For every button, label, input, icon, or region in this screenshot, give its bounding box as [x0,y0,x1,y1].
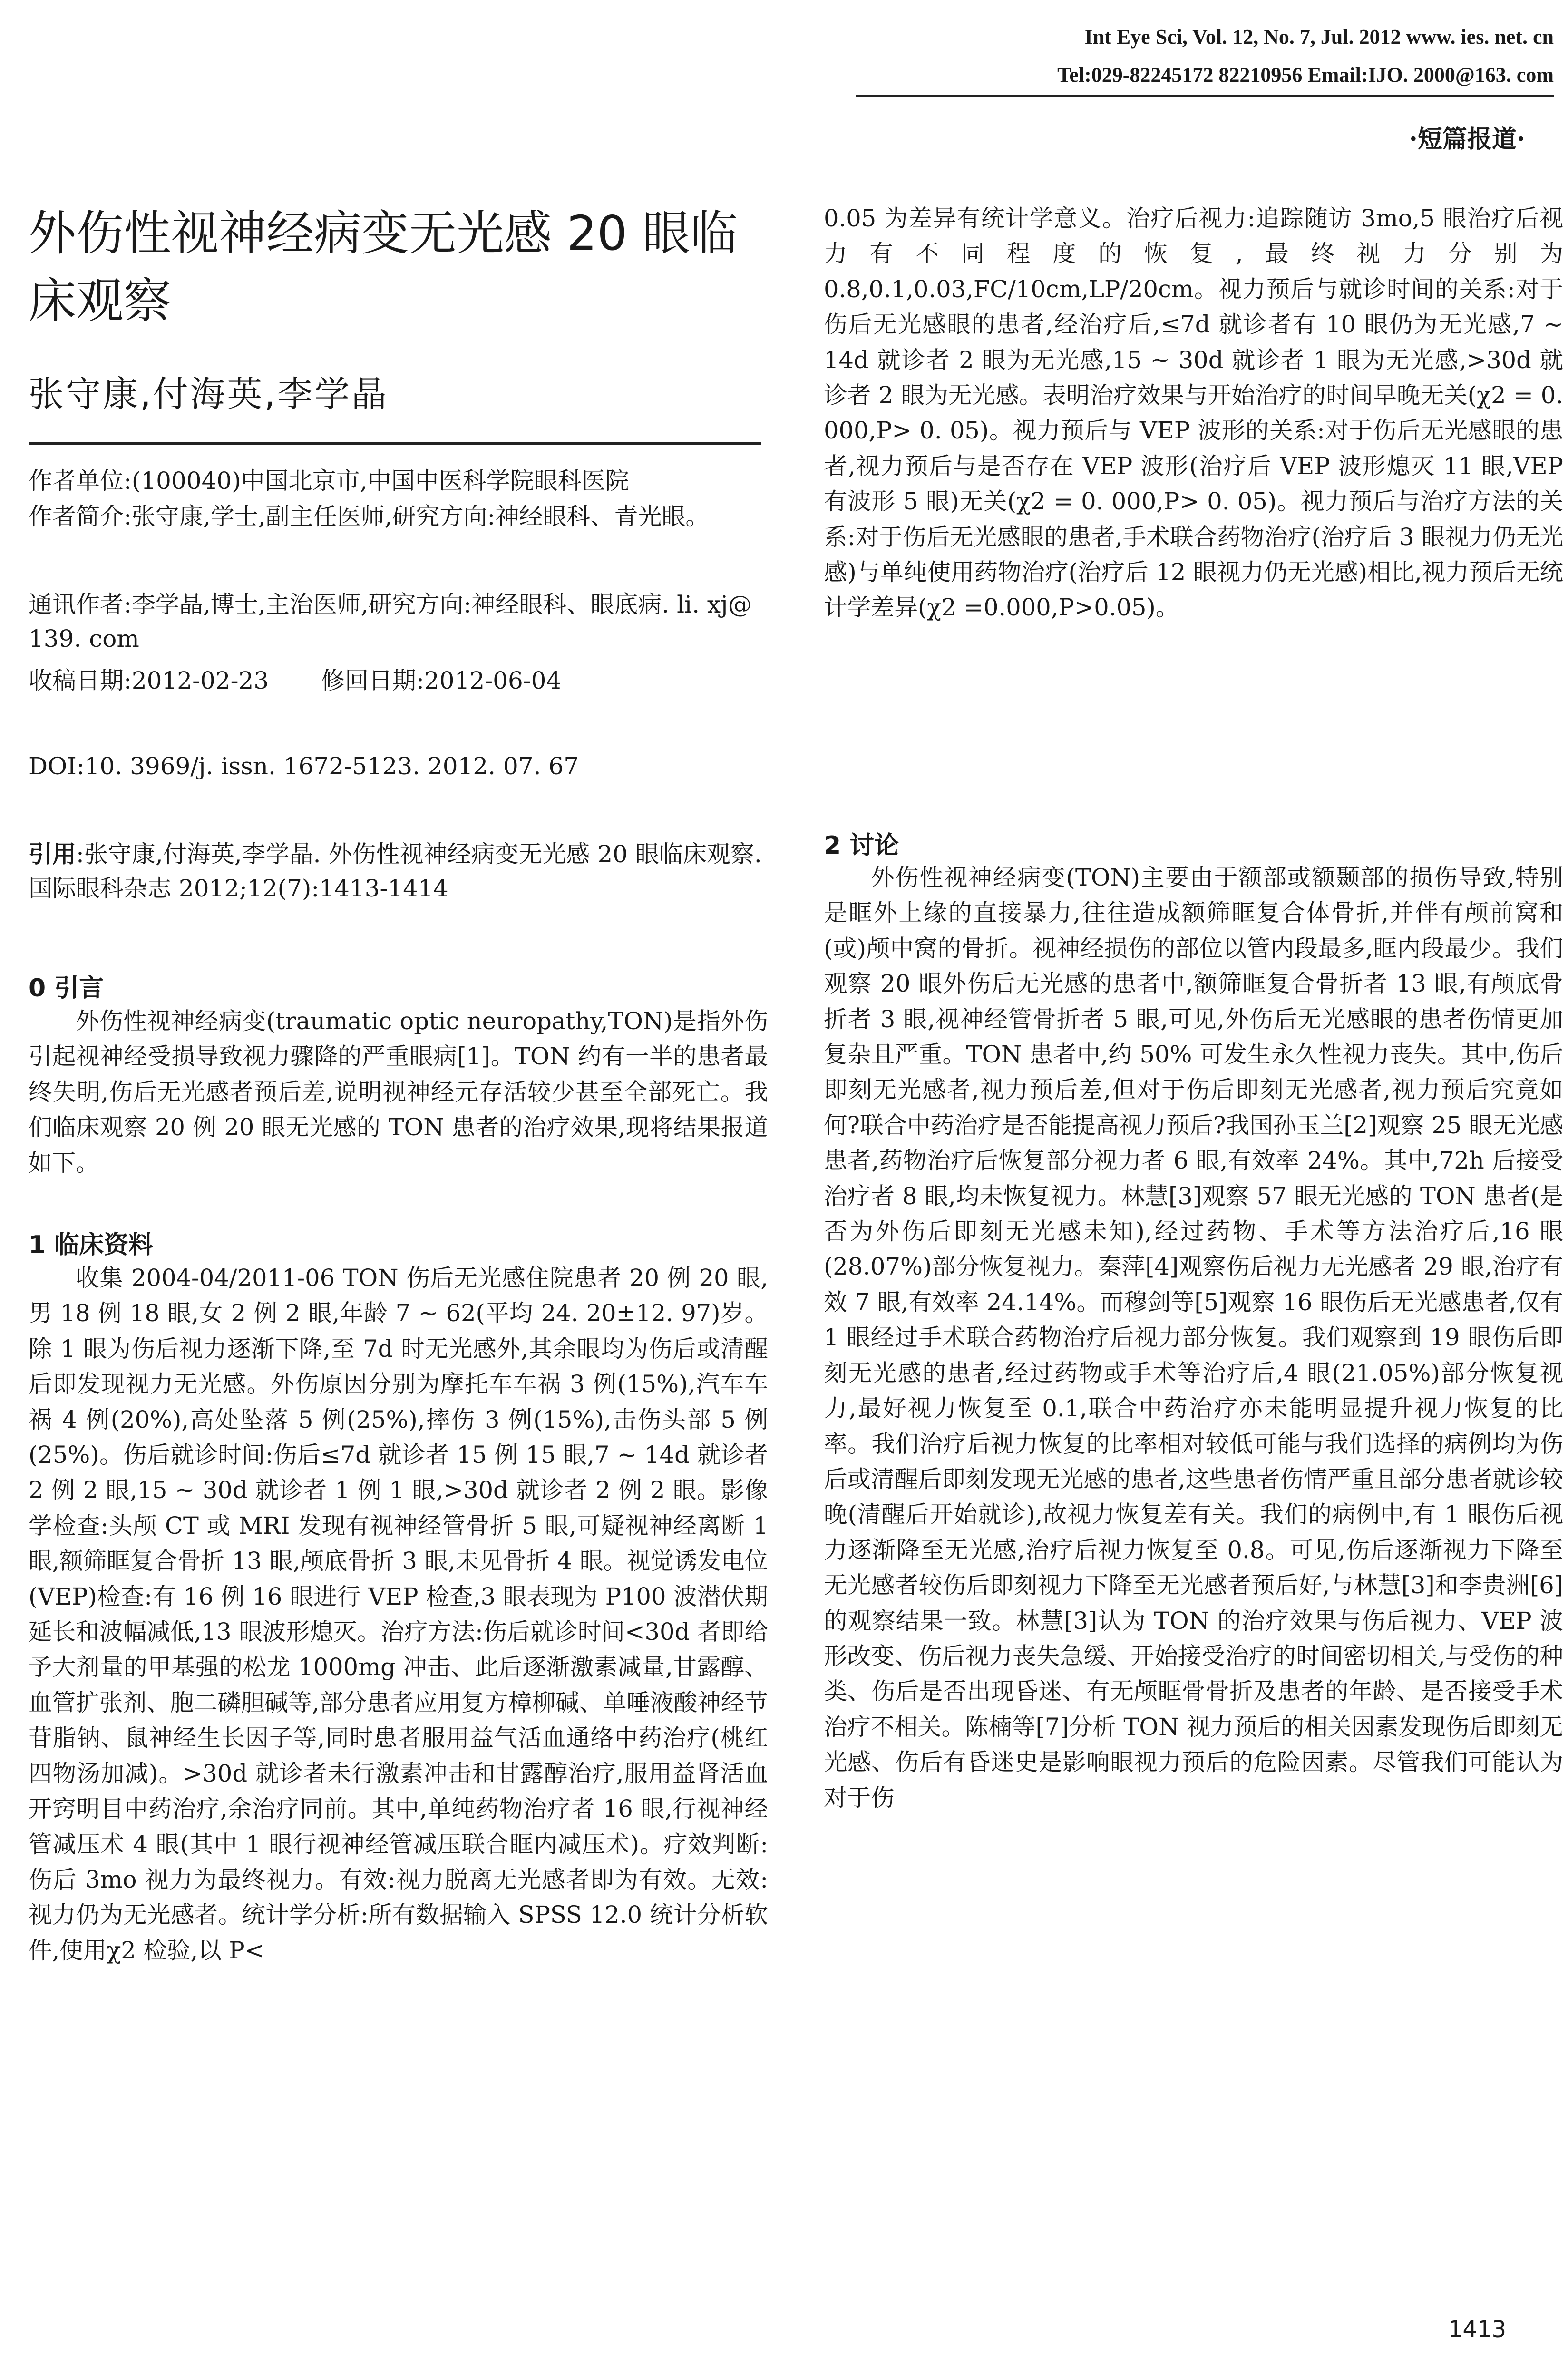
clinical-paragraph: 收集 2004-04/2011-06 TON 伤后无光感住院患者 20 例 20 眼,男 18 例 18 眼,女 2 例 2 眼,年龄 7 ~ 62(平均 24. 20±12. 97)岁。除 1 眼为伤后视力逐渐下降,至 7d 时无光感外,其余眼均为伤后或清醒后即发现视力无光感。外伤原因分别为摩托车车祸 3 例(15%),汽车车祸 4 例(20%),高处坠落 5 例(25%),摔伤 3 例(15%),击伤头部 5 例(25%)。伤后就诊时间:伤后≤7d 就诊者 15 例 15 眼,7 ~ 14d 就诊者 2 例 2 眼,15 ~ 30d 就诊者 1 例 1 眼,>30d 就诊者 2 例 2 眼。影像学检查:头颅 CT 或 MRI 发现有视神经管骨折 5 眼,可疑视神经离断 1 眼,额筛眶复合骨折 13 眼,颅底骨折 3 眼,未见骨折 4 眼。视觉诱发电位(VEP)检查:有 16 例 16 眼进行 VEP 检查,3 眼表现为 P100 波潜伏期延长和波幅减低,13 眼波形熄灭。治疗方法:伤后就诊时间<30d 者即给予大剂量的甲基强的松龙 1000mg 冲击、此后逐渐激素减量,甘露醇、血管扩张剂、胞二磷胆碱等,部分患者应用复方樟柳碱、单唾液酸神经节苷脂钠、鼠神经生长因子等,同时患者服用益气活血通络中药治疗(桃红四物汤加减)。>30d 就诊者未行激素冲击和甘露醇治疗,服用益肾活血开窍明目中药治疗,余治疗同前。其中,单纯药物治疗者 16 眼,行视神经管减压术 4 眼(其中 1 眼行视神经管减压联合眶内减压术)。疗效判断:伤后 3mo 视力为最终视力。有效:视力脱离无光感者即为有效。无效:视力仍为无光感者。统计学分析:所有数据输入 SPSS 12.0 统计分析软件,使用χ2 检验,以 P< [29,1264,768,1964]
journal-header: Int Eye Sci, Vol. 12, No. 7, Jul. 2012 www. ies. net. cn [1084,25,1554,49]
title-rule [29,442,761,445]
citation-label: 引用 [29,840,76,868]
dates [29,663,770,698]
correspondence: 通讯作者:李学晶,博士,主治医师,研究方向:神经眼科、眼底病. li. xj@ 139. com [29,591,752,653]
author-bio: 作者简介:张守康,学士,副主任医师,研究方向:神经眼科、青光眼。 [29,503,710,530]
citation [29,837,770,906]
revised-date: 修回日期:2012-06-04 [321,667,562,694]
discussion-paragraph: 外伤性视神经病变(TON)主要由于额部或额颞部的损伤导致,特别是眶外上缘的直接暴力,往往造成额筛眶复合体骨折,并伴有颅前窝和(或)颅中窝的骨折。视神经损伤的部位以管内段最多,眶内段最少。我们观察 20 眼外伤后无光感的患者中,额筛眶复合骨折者 13 眼,有颅底骨折者 3 眼,视神经管骨折者 5 眼,可见,外伤后无光感眼的患者伤情更加复杂且严重。TON 患者中,约 50% 可发生永久性视力丧失。其中,伤后即刻无光感者,视力预后差,但对于伤后即刻无光感者,视力预后究竟如何?联合中药治疗是否能提高视力预后?我国孙玉兰[2]观察 25 眼无光感患者,药物治疗后恢复部分视力者 6 眼,有效率 24%。其中,72h 后接受治疗者 8 眼,均未恢复视力。林慧[3]观察 57 眼无光感的 TON 患者(是否为外伤后即刻无光感未知),经过药物、手术等方法治疗后,16 眼(28.07%)部分恢复视力。秦萍[4]观察伤后视力无光感者 29 眼,治疗有效 7 眼,有效率 24.14%。而穆剑等[5]观察 16 眼伤后无光感患者,仅有 1 眼经过手术联合药物治疗后视力部分恢复。我们观察到 19 眼伤后即刻无光感的患者,经过药物或手术等治疗后,4 眼(21.05%)部分恢复视力,最好视力恢复至 0.1,联合中药治疗亦未能明显提升视力恢复的比率。我们治疗后视力恢复的比率相对较低可能与我们选择的病例均为伤后或清醒后即刻发现无光感的患者,这些患者伤情严重且部分患者就诊较晚(清醒后开始就诊),故视力恢复差有关。我们的病例中,有 1 眼伤后视力逐渐降至无光感,治疗后视力恢复至 0.8。可见,伤后逐渐视力下降至无光感者较伤后即刻视力下降至无光感者预后好,与林慧[3]和李贵洲[6]的观察结果一致。林慧[3]认为 TON 的治疗效果与伤后视力、VEP 波形改变、伤后视力丧失急缓、开始接受治疗的时间密切相关,与受伤的种类、伤后是否出现昏迷、有无颅眶骨骨折及患者的年龄、是否接受手术治疗不相关。陈楠等[7]分析 TON 视力预后的相关因素发现伤后即刻无光感、伤后有昏迷史是影响眼视力预后的危险因素。尽管我们可能认为对于伤 [824,864,1563,1812]
received-date: 收稿日期:2012-02-23 [29,667,269,694]
page-number: 1413 [1448,2316,1506,2343]
clinical-heading: 1 临床资料 [29,1231,154,1259]
article-title: 外伤性视神经病变无光感 20 眼临床观察 [29,205,738,329]
citation-text: :张守康,付海英,李学晶. 外伤性视神经病变无光感 20 眼临床观察. 国际眼科杂志 2012;12(7):1413-1414 [29,840,762,902]
intro-paragraph: 外伤性视神经病变(traumatic optic neuropathy,TON)是指外伤引起视神经受损导致视力骤降的严重眼病[1]。TON 约有一半的患者最终失明,伤后无光感者预后差,说明视神经元存活较少甚至全部死亡。我们临床观察 20 例 20 眼无光感的 TON 患者的治疗效果,现将结果报道如下。 [29,1007,768,1177]
article-authors: 张守康,付海英,李学晶 [29,374,389,415]
journal-contact: Tel:029-82245172 82210956 Email:IJO. 2000@163. com [1057,63,1554,87]
doi: DOI:10. 3969/j. issn. 1672-5123. 2012. 07. 67 [29,752,579,780]
header-rule [856,95,1554,97]
section-label: ·短篇报道· [1409,125,1525,154]
discussion-heading: 2 讨论 [824,831,899,860]
affiliation: 作者单位:(100040)中国北京市,中国中医科学院眼科医院 [29,467,629,495]
results-paragraph: 0.05 为差异有统计学意义。治疗后视力:追踪随访 3mo,5 眼治疗后视力有不同程度的恢复,最终视力分别为 0.8,0.1,0.03,FC/10cm,LP/20cm。视力预后与就诊时间的关系:对于伤后无光感眼的患者,经治疗后,≤7d 就诊者有 10 眼仍为无光感,7 ~ 14d 就诊者 2 眼为无光感,15 ~ 30d 就诊者 1 眼为无光感,>30d 就诊者 2 眼为无光感。表明治疗效果与开始治疗的时间早晚无关(χ2 = 0. 000,P> 0. 05)。视力预后与 VEP 波形的关系:对于伤后无光感眼的患者,视力预后与是否存在 VEP 波形(治疗后 VEP 波形熄灭 11 眼,VEP 有波形 5 眼)无关(χ2 = 0. 000,P> 0. 05)。视力预后与治疗方法的关系:对于伤后无光感眼的患者,手术联合药物治疗(治疗后 3 眼视力仍无光感)与单纯使用药物治疗(治疗后 12 眼视力仍无光感)相比,视力预后无统计学差异(χ2 =0.000,P>0.05)。 [824,205,1563,622]
intro-heading: 0 引言 [29,974,104,1003]
